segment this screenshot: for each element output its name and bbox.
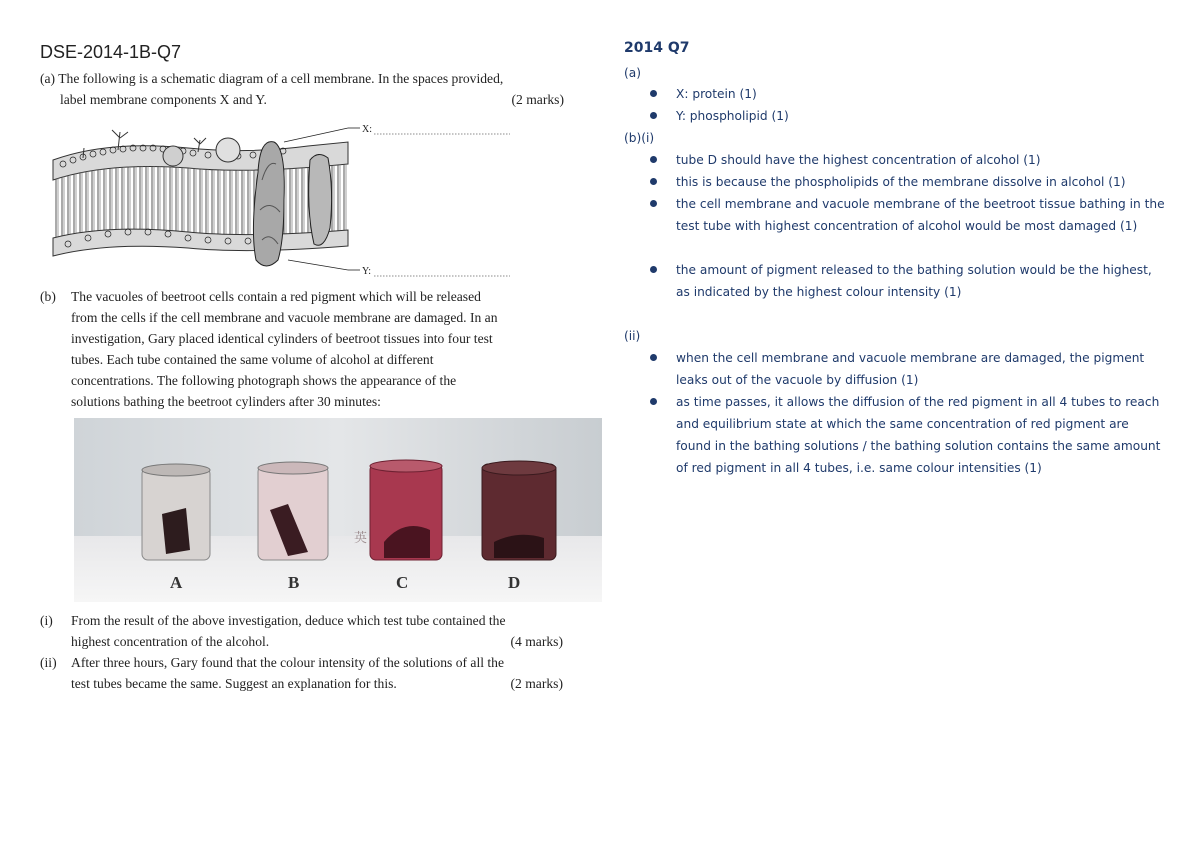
bullet-icon bbox=[650, 398, 657, 405]
answer-bi-label: (b)(i) bbox=[624, 131, 655, 145]
question-b-line6: solutions bathing the beetroot cylinders after 30 minutes: bbox=[71, 394, 381, 409]
question-i-prefix: (i) bbox=[40, 613, 53, 628]
tube-label-d: D bbox=[508, 573, 521, 592]
question-b-prefix: (b) bbox=[40, 289, 56, 304]
photo-watermark: 英 bbox=[354, 531, 368, 546]
question-i-line2 bbox=[71, 631, 563, 652]
answer-a-item-1: X: protein (1) bbox=[676, 87, 757, 101]
answer-bi-item-2: this is because the phospholipids of the membrane dissolve in alcohol (1) bbox=[676, 175, 1126, 189]
question-a-marks: (2 marks) bbox=[511, 92, 564, 107]
question-ii-line1: After three hours, Gary found that the colour intensity of the solutions of all the bbox=[71, 655, 505, 670]
question-i-text: highest concentration of the alcohol. bbox=[71, 634, 270, 649]
bullet-icon bbox=[650, 200, 657, 207]
label-y: Y: bbox=[362, 266, 372, 277]
question-b-line1: The vacuoles of beetroot cells contain a red pigment which will be released bbox=[71, 289, 481, 304]
answer-title: 2014 Q7 bbox=[624, 40, 690, 56]
cell-membrane-diagram bbox=[48, 120, 518, 278]
question-ii-marks: (2 marks) bbox=[510, 676, 563, 691]
tube-label-a: A bbox=[170, 573, 183, 592]
bullet-icon bbox=[650, 156, 657, 163]
question-i-marks: (4 marks) bbox=[510, 634, 563, 649]
question-ii-prefix: (ii) bbox=[40, 655, 57, 670]
question-a-line2 bbox=[60, 89, 564, 110]
bullet-icon bbox=[650, 354, 657, 361]
answer-bii-item-1: when the cell membrane and vacuole membrane are damaged, the pigment leaks out of the vacuole by diffusion (1) bbox=[676, 351, 1145, 387]
bullet-icon bbox=[650, 178, 657, 185]
answer-bi-item-4: the amount of pigment released to the bathing solution would be the highest, as indicated by the highest colour intensity (1) bbox=[676, 263, 1152, 299]
question-ii-line2 bbox=[71, 673, 563, 694]
answer-bii-item-2: as time passes, it allows the diffusion of the red pigment in all 4 tubes to reach and equilibrium state at which the same concentration of red pigment are found in the bathing solutions / the bathing solution contains the same amount of red pigment in all 4 tubes, i.e. same colour intensities (1) bbox=[676, 395, 1161, 475]
answer-a-item-2: Y: phospholipid (1) bbox=[676, 109, 789, 123]
question-ii-text: test tubes became the same. Suggest an explanation for this. bbox=[71, 676, 397, 691]
bullet-icon bbox=[650, 112, 657, 119]
tube-label-b: B bbox=[288, 573, 300, 592]
question-a-line1: (a) The following is a schematic diagram of a cell membrane. In the spaces provided, bbox=[40, 71, 504, 86]
bullet-icon bbox=[650, 90, 657, 97]
label-x: X: bbox=[362, 124, 372, 135]
answer-a-label: (a) bbox=[624, 66, 641, 80]
question-b-line3: investigation, Gary placed identical cylinders of beetroot tissues into four test bbox=[71, 331, 493, 346]
question-b-line2: from the cells if the cell membrane and vacuole membrane are damaged. In an bbox=[71, 310, 498, 325]
question-title: DSE-2014-1B-Q7 bbox=[40, 42, 182, 62]
answer-bi-item-3: the cell membrane and vacuole membrane of the beetroot tissue bathing in the test tube with highest concentration of alcohol would be most damaged (1) bbox=[676, 197, 1165, 233]
question-i-line1: From the result of the above investigation, deduce which test tube contained the bbox=[71, 613, 506, 628]
answer-bii-label: (ii) bbox=[624, 329, 641, 343]
question-b-line5: concentrations. The following photograph shows the appearance of the bbox=[71, 373, 457, 388]
test-tubes-photo bbox=[74, 418, 602, 602]
question-a-text: label membrane components X and Y. bbox=[60, 92, 267, 107]
bullet-icon bbox=[650, 266, 657, 273]
answer-bi-item-1: tube D should have the highest concentration of alcohol (1) bbox=[676, 153, 1041, 167]
question-b-line4: tubes. Each tube contained the same volume of alcohol at different bbox=[71, 352, 434, 367]
tube-label-c: C bbox=[396, 573, 409, 592]
